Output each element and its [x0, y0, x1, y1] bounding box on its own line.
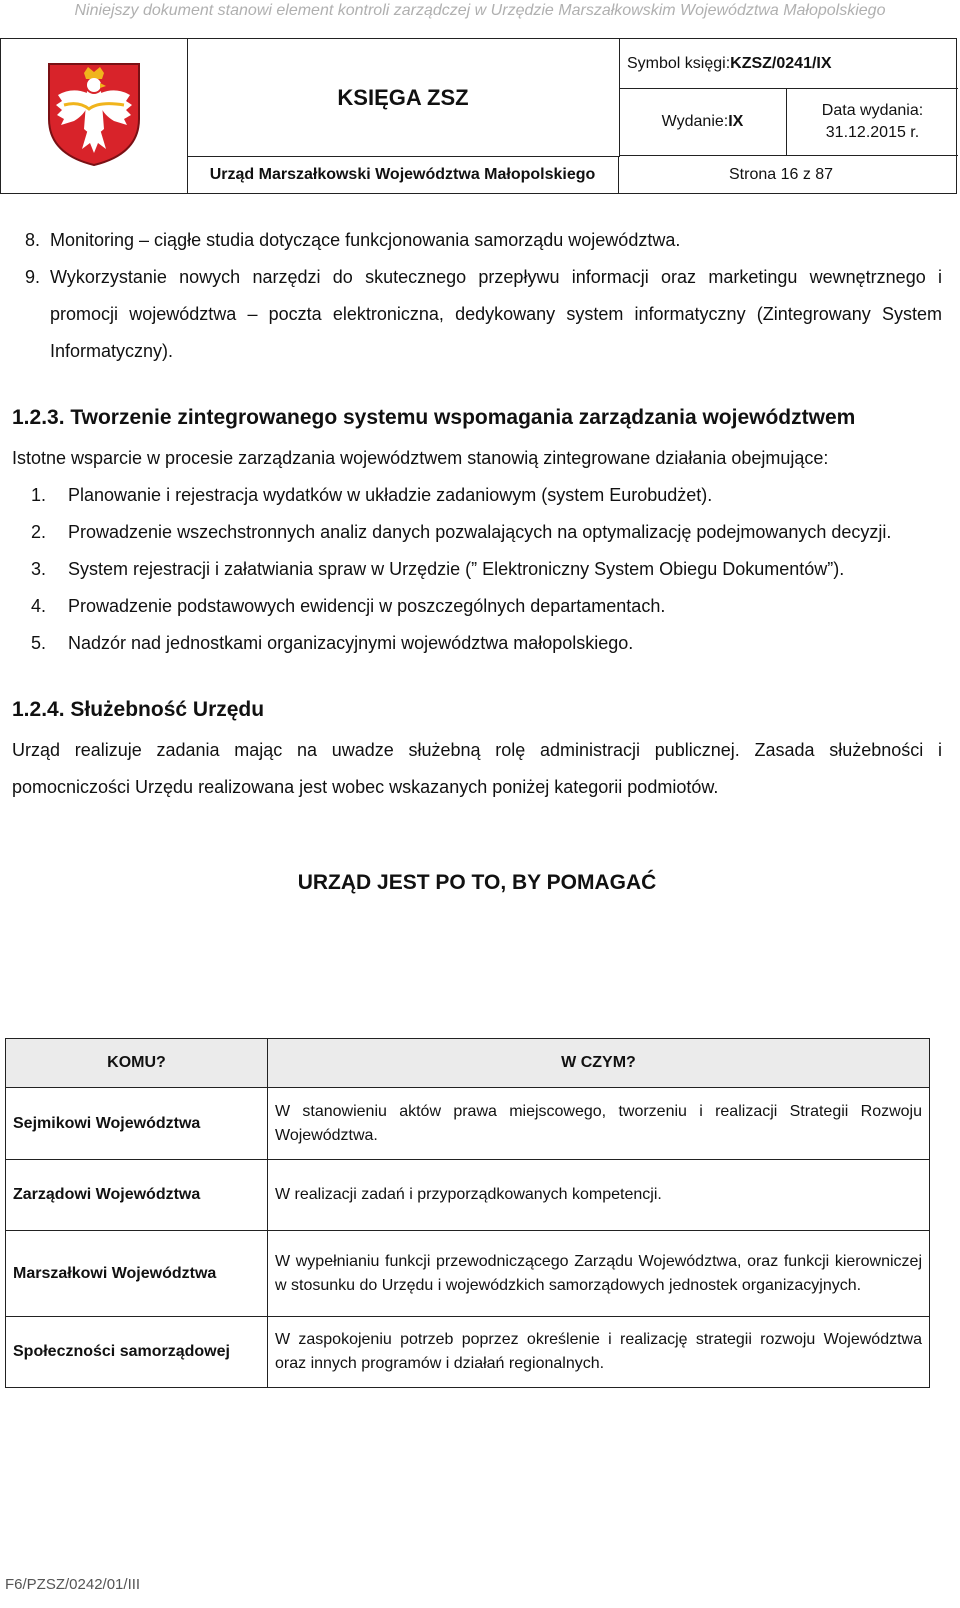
list-number: 8. — [25, 230, 41, 250]
office-name: Urząd Marszałkowski Województwa Małopolskiego — [187, 156, 619, 193]
symbol-label: Symbol księgi: — [627, 54, 731, 72]
table-cell-czym: W stanowieniu aktów prawa miejscowego, tworzeniu i realizacji Strategii Rozwoju Województwa. — [268, 1088, 930, 1160]
col-header-komu: KOMU? — [6, 1039, 268, 1088]
table-cell-czym: W wypełnianiu funkcji przewodniczącego Zarządu Województwa, oraz funkcji kierowniczej w stosunku do Urzędu i wojewódzkich samorządowych jednostek organizacyjnych. — [268, 1231, 930, 1317]
book-title: KSIĘGA ZSZ — [187, 39, 620, 157]
table-cell-czym: W realizacji zadań i przyporządkowanych kompetencji. — [268, 1160, 930, 1231]
table-cell-komu: Marszałkowi Województwa — [6, 1231, 268, 1317]
list-text: System rejestracji i załatwiania spraw w Urzędzie (” Elektroniczny System Obiegu Dokumentów”). — [68, 559, 845, 579]
control-watermark: Niniejszy dokument stanowi element kontroli zarządczej w Urzędzie Marszałkowskim Województwa Małopolskiego — [74, 2, 886, 19]
list-number: 9. — [25, 267, 41, 287]
edition-cell — [619, 89, 787, 156]
list-item — [12, 551, 942, 588]
table-header-row — [6, 1039, 930, 1088]
table-cell-komu: Społeczności samorządowej — [6, 1317, 268, 1388]
list-number: 4. — [31, 596, 47, 616]
list-number: 3. — [31, 559, 47, 579]
list-item — [12, 477, 942, 514]
malopolska-crest-icon — [44, 59, 144, 169]
symbol-value: KZSZ/0241/IX — [730, 54, 832, 72]
section-heading-1-2-3: 1.2.3. Tworzenie zintegrowanego systemu wspomagania zarządzania województwem — [12, 406, 856, 429]
form-code: F6/PZSZ/0242/01/III — [5, 1576, 141, 1593]
symbol-cell — [619, 39, 958, 89]
table-cell-czym: W zaspokojeniu potrzeb poprzez określenie i realizację strategii rozwoju Województwa oraz innych programów i działań regionalnych. — [268, 1317, 930, 1388]
document-header — [0, 38, 957, 194]
list-item — [12, 514, 942, 551]
main-content — [12, 222, 942, 898]
table-row — [6, 1088, 930, 1160]
table-cell-komu: Zarządowi Województwa — [6, 1160, 268, 1231]
table-row — [6, 1231, 930, 1317]
list-text: Prowadzenie wszechstronnych analiz danych pozwalających na optymalizację podejmowanych decyzji. — [68, 522, 892, 542]
table-title: URZĄD JEST PO TO, BY POMAGAĆ — [297, 871, 657, 894]
list-text: Nadzór nad jednostkami organizacyjnymi województwa małopolskiego. — [68, 633, 634, 653]
col-header-czym: W CZYM? — [268, 1039, 930, 1088]
list-text: Monitoring – ciągłe studia dotyczące funkcjonowania samorządu województwa. — [50, 230, 681, 250]
list-number: 1. — [31, 485, 47, 505]
section-paragraph: Urząd realizuje zadania mając na uwadze służebną rolę administracji publicznej. Zasada służebności i pomocniczości Urzędu realizowana jest wobec wskazanych poniżej kategorii podmiotów. — [12, 740, 942, 797]
list-item — [12, 625, 942, 662]
list-text: Planowanie i rejestracja wydatków w układzie zadaniowym (system Eurobudżet). — [68, 485, 713, 505]
table-row — [6, 1160, 930, 1231]
section-heading-1-2-4: 1.2.4. Służebność Urzędu — [12, 698, 265, 721]
list-item — [12, 222, 942, 259]
page-number: Strona 16 z 87 — [729, 165, 834, 183]
edition-value: IX — [728, 113, 744, 130]
section-intro: Istotne wsparcie w procesie zarządzania województwem stanowią zintegrowane działania obejmujące: — [12, 448, 829, 468]
edition-label: Wydanie: — [661, 113, 729, 130]
service-table — [5, 1038, 930, 1388]
list-number: 5. — [31, 633, 47, 653]
list-item — [12, 588, 942, 625]
issue-date-value: 31.12.2015 r. — [825, 124, 920, 141]
issue-date-label: Data wydania: — [821, 102, 924, 119]
list-text: Wykorzystanie nowych narzędzi do skutecznego przepływu informacji oraz marketingu wewnętrznego i promocji województwa – poczta elektroniczna, dedykowany system informatyczny (Zintegrowany System Informatyczny). — [50, 267, 942, 361]
list-text: Prowadzenie podstawowych ewidencji w poszczególnych departamentach. — [68, 596, 666, 616]
list-item — [12, 259, 942, 370]
issue-date-cell — [787, 89, 958, 156]
table-row — [6, 1317, 930, 1388]
logo-cell — [1, 39, 188, 193]
table-cell-komu: Sejmikowi Województwa — [6, 1088, 268, 1160]
list-number: 2. — [31, 522, 47, 542]
